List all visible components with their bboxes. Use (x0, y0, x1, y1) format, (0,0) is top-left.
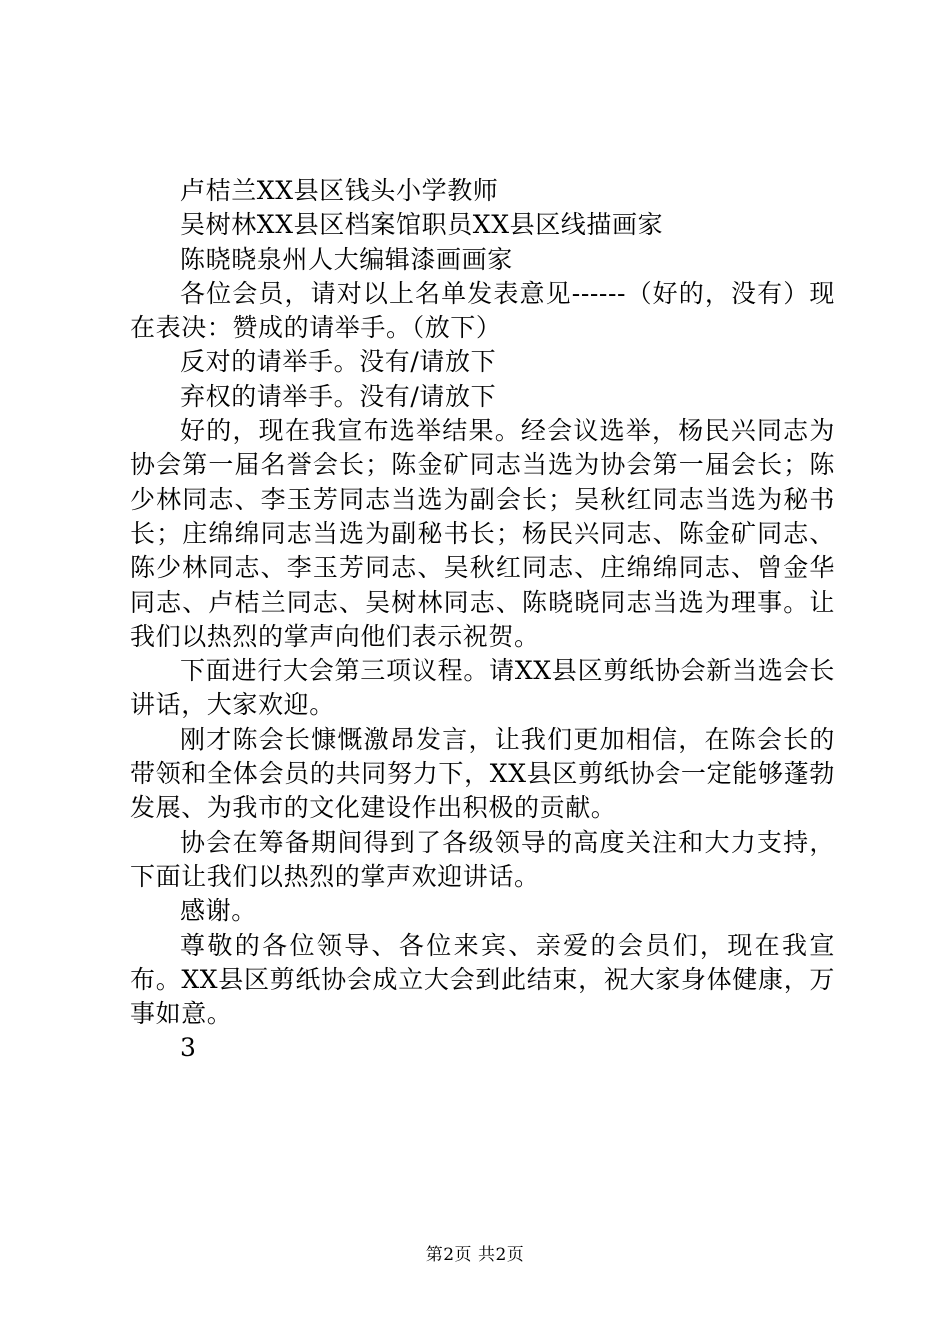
paragraph-vote-against: 反对的请举手。没有/请放下 (180, 347, 497, 377)
paragraph-agenda-three: 下面进行大会第三项议程。请XX县区剪纸协会新当选会长讲话，大家欢迎。 (130, 656, 835, 720)
paragraph-vote-call: 各位会员，请对以上名单发表意见------（好的，没有）现在表决：赞成的请举手。（放下） (130, 278, 835, 343)
paragraph-election-results: 好的，现在我宣布选举结果。经会议选举，杨民兴同志为协会第一届名誉会长；陈金矿同志当选为协会第一届会长；陈少林同志、李玉芳同志当选为副会长；吴秋红同志当选为秘书长；庄绵绵同志当选为副秘书长；杨民兴同志、陈金矿同志、陈少林同志、李玉芳同志、吴秋红同志、庄绵绵同志、曾金华同志、卢桔兰同志、吴树林同志、陈晓晓同志当选为理事。让我们以热烈的掌声向他们表示祝贺。 (130, 416, 835, 651)
document-body (130, 174, 835, 1066)
paragraph-member-chen: 陈晓晓泉州人大编辑漆画画家 (180, 244, 513, 274)
paragraph-vote-abstain: 弃权的请举手。没有/请放下 (180, 381, 497, 411)
paragraph-closing: 尊敬的各位领导、各位来宾、亲爱的会员们，现在我宣布。XX县区剪纸协会成立大会到此结束，祝大家身体健康，万事如意。 (130, 930, 835, 1029)
paragraph-after-speech: 刚才陈会长慷慨激昂发言，让我们更加相信，在陈会长的带领和全体会员的共同努力下，XX县区剪纸协会一定能够蓬勃发展、为我市的文化建设作出积极的贡献。 (130, 724, 835, 823)
paragraph-member-wu: 吴树林XX县区档案馆职员XX县区线描画家 (180, 210, 664, 240)
paragraph-number: 3 (180, 1033, 197, 1063)
paragraph-support: 协会在筹备期间得到了各级领导的高度关注和大力支持，下面让我们以热烈的掌声欢迎讲话。 (130, 827, 835, 891)
page-footer: 第2页 共2页 (425, 1245, 525, 1265)
paragraph-member-lu: 卢桔兰XX县区钱头小学教师 (180, 176, 499, 205)
paragraph-thanks: 感谢。 (180, 896, 257, 926)
